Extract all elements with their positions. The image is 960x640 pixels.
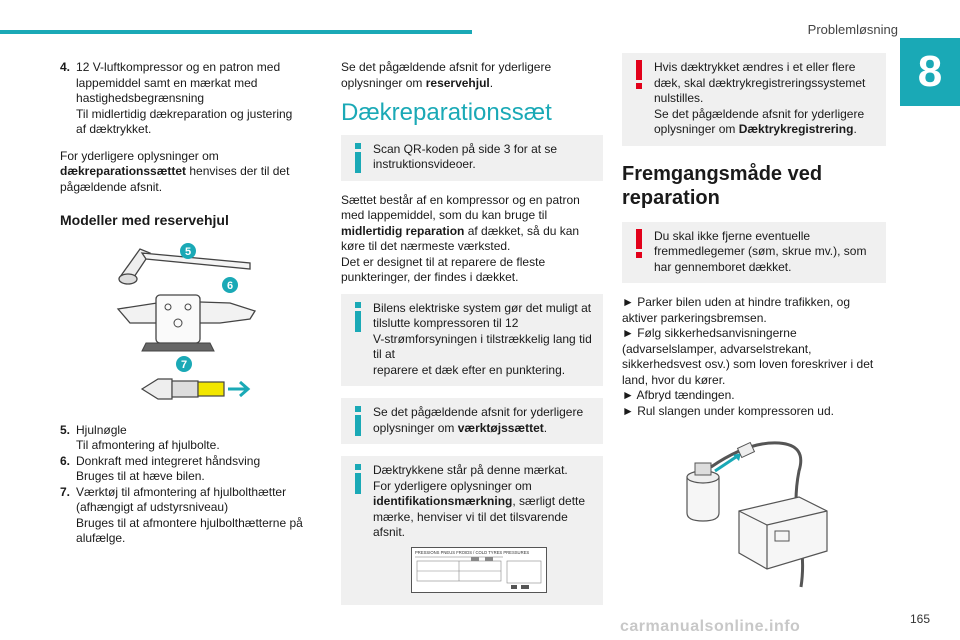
callout-6-label: 6 bbox=[226, 279, 234, 292]
tyre-pressure-label-illustration bbox=[411, 547, 547, 593]
repair-kit-description: Sættet består af en kompressor og en patron med lappemiddel, som du kan bruge til midlertidig reparation af dækket, så du kan køre til det nærmeste værksted. Det er designet til at reparere de fleste punkteringer, der findes i dækket. bbox=[341, 192, 580, 284]
repair-kit-heading: Dækreparationssæt bbox=[341, 99, 552, 126]
info-icon bbox=[351, 406, 365, 436]
warning-box-foreign-objects: Du skal ikke fjerne eventuelle fremmedlegemer (søm, skrue mv.), som har gennemboret dækket. bbox=[622, 222, 886, 284]
list-item-4 bbox=[60, 60, 310, 138]
sealant-cartridge-icon bbox=[687, 477, 719, 521]
item-number: 4. bbox=[60, 60, 71, 74]
compressor-icon bbox=[739, 497, 827, 569]
list-item-5 bbox=[60, 423, 310, 454]
info-box-tyre-label: Dæktrykkene står på denne mærkat. For yderligere oplysninger om identifikationsmærkning, særligt dette mærke, henviser vi til det tilsvarende afsnit. PRESSIONS PNEUS FROIDS / COLD TYRES PRESSURES bbox=[341, 456, 603, 605]
tyre-label-title: PRESSIONS PNEUS FROIDS / COLD TYRES PRESSURES bbox=[415, 549, 530, 555]
tools-illustration bbox=[110, 239, 260, 409]
spare-wheel-heading: Modeller med reservehjul bbox=[60, 212, 229, 228]
item-number: 5. bbox=[60, 422, 71, 437]
item-text: Hjulnøgle Til afmontering af hjulbolte. bbox=[76, 422, 220, 452]
repair-procedure-heading: Fremgangsmåde ved reparation bbox=[622, 162, 823, 209]
tool-list bbox=[60, 423, 310, 547]
callout-5-label: 5 bbox=[184, 245, 192, 258]
repair-kit-reference: For yderligere oplysninger om dækreparationssættet henvises der til det pågældende afsnit. bbox=[60, 148, 290, 194]
info-icon bbox=[351, 302, 365, 332]
item-text: 12 V-luftkompressor og en patron med lappemiddel samt en mærkat med hastighedsbegrænsning Til midlertidig dækreparation og justering af dæktrykket. bbox=[76, 60, 293, 136]
warning-box-tpms: Hvis dæktrykket ændres i et eller flere dæk, skal dæktrykregistreringssystemet nulstilles. Se det pågældende afsnit for yderligere oplysninger om Dæktrykregistrering. bbox=[622, 53, 886, 146]
item-text: Donkraft med integreret håndsving Bruges til at hæve bilen. bbox=[76, 453, 261, 483]
callout-7-label: 7 bbox=[180, 358, 188, 371]
info-box-qr: Scan QR-koden på side 3 for at se instruktionsvideoer. bbox=[341, 135, 603, 181]
item-text: Værktøj til afmontering af hjulbolthætter (afhængigt af udstyrsniveau) Bruges til at afmontere hjulbolthætterne på alufælge. bbox=[76, 484, 303, 545]
compressor-illustration bbox=[679, 441, 829, 591]
page-number: 165 bbox=[909, 612, 930, 626]
info-box-toolkit: Se det pågældende afsnit for yderligere oplysninger om værktøjssættet. bbox=[341, 398, 603, 444]
section-title: Problemløsning bbox=[807, 22, 898, 37]
repair-kit-link-text: dækreparationssættet bbox=[60, 164, 187, 178]
list-item-6 bbox=[60, 454, 310, 485]
info-icon bbox=[351, 143, 365, 173]
warning-icon bbox=[632, 229, 646, 259]
list-item-7 bbox=[60, 485, 310, 547]
cap-remover-icon bbox=[142, 379, 172, 399]
watermark: carmanualsonline.info bbox=[620, 618, 801, 635]
chapter-tab: 8 bbox=[900, 38, 960, 106]
warning-icon bbox=[632, 60, 646, 90]
item-number: 7. bbox=[60, 484, 71, 499]
spare-wheel-reference: Se det pågældende afsnit for yderligere oplysninger om reservehjul. bbox=[341, 60, 552, 90]
column-1 bbox=[60, 60, 310, 547]
header-accent-bar bbox=[0, 30, 472, 34]
info-box-electrical: Bilens elektriske system gør det muligt at tilslutte kompressoren til 12 V-strømforsyningen i tilstrækkelig lang tid til at reparere et dæk efter en punktering. bbox=[341, 294, 603, 387]
column-3 bbox=[622, 60, 886, 597]
column-2 bbox=[341, 60, 603, 617]
procedure-steps: ► Parker bilen uden at hindre trafikken, og aktiver parkeringsbremsen. ► Følg sikkerhedsanvisningerne (advarselslamper, advarselstrekant, sikkerhedsvest osv.) som loven foreskriver i det land, hvor du kører. ► Afbryd tændingen. ► Rul slangen under kompressoren ud. bbox=[622, 295, 874, 418]
item-number: 6. bbox=[60, 453, 71, 468]
info-icon bbox=[351, 464, 365, 494]
